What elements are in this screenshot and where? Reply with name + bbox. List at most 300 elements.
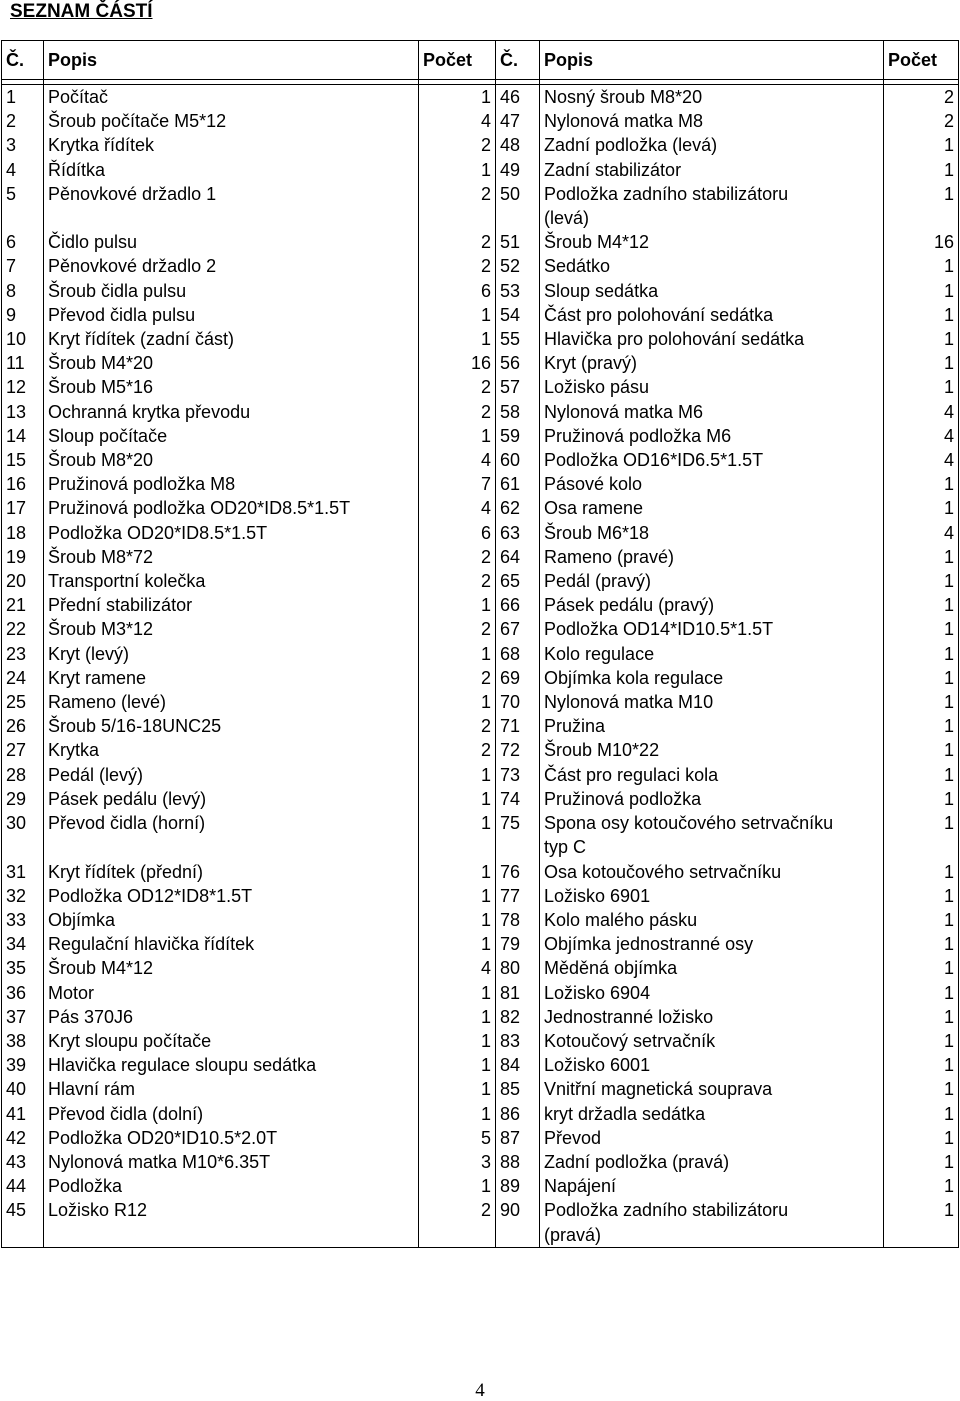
part-number: 74 — [496, 787, 540, 811]
part-description-text: Rameno (levé) — [48, 692, 167, 713]
part-description — [44, 763, 419, 787]
table-row — [2, 908, 959, 932]
part-description-text: Pedál (pravý) — [544, 571, 652, 592]
part-number: 51 — [496, 230, 540, 254]
part-number: 77 — [496, 884, 540, 908]
part-number: 16 — [2, 472, 44, 496]
part-count: 2 — [419, 1198, 496, 1247]
part-description-text: Šroub M5*16 — [48, 377, 154, 398]
table-row — [2, 1053, 959, 1077]
part-number: 37 — [2, 1005, 44, 1029]
part-number: 8 — [2, 279, 44, 303]
part-count: 1 — [419, 158, 496, 182]
part-count: 1 — [419, 1053, 496, 1077]
part-number: 67 — [496, 617, 540, 641]
table-row — [2, 448, 959, 472]
part-count: 4 — [884, 448, 959, 472]
part-count: 1 — [884, 1005, 959, 1029]
part-description — [540, 1150, 884, 1174]
part-description-text: Ložisko pásu — [544, 377, 650, 398]
part-count: 1 — [419, 690, 496, 714]
part-number: 57 — [496, 375, 540, 399]
table-row — [2, 496, 959, 520]
table-row — [2, 860, 959, 884]
part-description — [44, 1174, 419, 1198]
part-description-text: Šroub M4*12 — [544, 232, 650, 253]
part-description-text: Šroub M3*12 — [48, 619, 154, 640]
part-count: 1 — [884, 1198, 959, 1247]
part-number: 56 — [496, 351, 540, 375]
part-count: 1 — [419, 1005, 496, 1029]
part-description-text: Měděná objímka — [544, 958, 678, 979]
table-row — [2, 884, 959, 908]
part-count: 1 — [884, 617, 959, 641]
part-description — [540, 642, 884, 666]
part-number: 34 — [2, 932, 44, 956]
part-description-text: Pružinová podložka M6 — [544, 425, 732, 446]
part-count: 1 — [884, 763, 959, 787]
part-description — [540, 1174, 884, 1198]
part-description — [44, 617, 419, 641]
part-count: 7 — [419, 472, 496, 496]
part-count: 2 — [419, 133, 496, 157]
part-description-text: Objímka kola regulace — [544, 667, 724, 688]
part-number: 20 — [2, 569, 44, 593]
part-description-text: Krytka řídítek — [48, 135, 155, 156]
part-count: 1 — [884, 1126, 959, 1150]
part-number: 5 — [2, 182, 44, 230]
table-row — [2, 472, 959, 496]
part-count: 1 — [884, 981, 959, 1005]
part-description — [44, 448, 419, 472]
part-count: 1 — [884, 1029, 959, 1053]
part-number: 32 — [2, 884, 44, 908]
part-description — [540, 351, 884, 375]
table-row — [2, 593, 959, 617]
part-description-text: Kryt sloupu počítače — [48, 1030, 212, 1051]
table-row — [2, 85, 959, 110]
part-description-text: Ložisko R12 — [48, 1200, 148, 1221]
table-row — [2, 932, 959, 956]
part-count: 4 — [884, 521, 959, 545]
part-number: 63 — [496, 521, 540, 545]
part-description — [540, 375, 884, 399]
part-description-text: Pružinová podložka M8 — [48, 474, 236, 495]
part-description-text: Kryt řídítek (přední) — [48, 861, 204, 882]
part-description — [540, 303, 884, 327]
part-number: 7 — [2, 254, 44, 278]
part-description — [44, 521, 419, 545]
part-description-text: Rameno (pravé) — [544, 546, 675, 567]
table-row — [2, 400, 959, 424]
table-row — [2, 569, 959, 593]
part-description-text: Zadní podložka (levá) — [544, 135, 718, 156]
part-number: 65 — [496, 569, 540, 593]
part-description — [540, 690, 884, 714]
part-count: 1 — [884, 811, 959, 859]
part-description-text: Kolo regulace — [544, 643, 655, 664]
part-description-text: Šroub M10*22 — [544, 740, 660, 761]
table-row — [2, 617, 959, 641]
part-description — [540, 1005, 884, 1029]
part-count: 6 — [419, 521, 496, 545]
table-row — [2, 424, 959, 448]
part-number: 23 — [2, 642, 44, 666]
part-count: 1 — [884, 545, 959, 569]
part-number: 49 — [496, 158, 540, 182]
table-row — [2, 787, 959, 811]
part-number: 48 — [496, 133, 540, 157]
part-number: 1 — [2, 85, 44, 110]
part-number: 71 — [496, 714, 540, 738]
part-description — [44, 303, 419, 327]
part-description-text: Převod — [544, 1127, 602, 1148]
part-count: 1 — [419, 860, 496, 884]
part-description-text: Nosný šroub M8*20 — [544, 87, 703, 107]
table-row — [2, 1005, 959, 1029]
part-description-text: Nylonová matka M8 — [544, 111, 704, 132]
table-row — [2, 714, 959, 738]
table-row — [2, 182, 959, 230]
part-count: 1 — [419, 932, 496, 956]
part-description — [540, 496, 884, 520]
part-description-text: Vnitřní magnetická souprava — [544, 1079, 773, 1100]
part-number: 17 — [2, 496, 44, 520]
part-description — [44, 1029, 419, 1053]
part-count: 4 — [419, 956, 496, 980]
part-number: 43 — [2, 1150, 44, 1174]
table-row — [2, 254, 959, 278]
part-number: 88 — [496, 1150, 540, 1174]
part-number: 12 — [2, 375, 44, 399]
part-description-text: Šroub M6*18 — [544, 522, 650, 543]
part-description — [44, 642, 419, 666]
part-description — [44, 230, 419, 254]
part-count: 4 — [884, 424, 959, 448]
part-description-text: Ložisko 6901 — [544, 885, 651, 906]
part-description-text: Podložka OD20*ID8.5*1.5T — [48, 522, 268, 543]
part-description — [44, 932, 419, 956]
part-number: 90 — [496, 1198, 540, 1247]
part-count: 4 — [419, 109, 496, 133]
part-count: 1 — [884, 1174, 959, 1198]
part-number: 30 — [2, 811, 44, 859]
part-description — [44, 254, 419, 278]
part-number: 15 — [2, 448, 44, 472]
part-description-text: Ložisko 6904 — [544, 982, 651, 1003]
part-description-text: Šroub čidla pulsu — [48, 280, 187, 301]
part-description-text: kryt držadla sedátka — [544, 1103, 706, 1124]
part-description — [44, 569, 419, 593]
part-description — [44, 1077, 419, 1101]
table-row — [2, 133, 959, 157]
part-description — [44, 424, 419, 448]
part-description-text: Zadní podložka (pravá) — [544, 1151, 730, 1172]
part-description — [44, 375, 419, 399]
part-description-text: Podložka OD20*ID10.5*2.0T — [48, 1127, 278, 1148]
part-description-text: Čidlo pulsu — [48, 232, 138, 253]
part-count: 2 — [419, 545, 496, 569]
part-count: 1 — [884, 351, 959, 375]
part-description — [44, 85, 419, 110]
part-number: 39 — [2, 1053, 44, 1077]
part-number: 50 — [496, 182, 540, 230]
part-count: 2 — [419, 666, 496, 690]
part-number: 89 — [496, 1174, 540, 1198]
part-description-text: Osa kotoučového setrvačníku — [544, 861, 782, 882]
part-count: 1 — [419, 1029, 496, 1053]
part-count: 1 — [419, 763, 496, 787]
part-number: 61 — [496, 472, 540, 496]
part-description — [540, 860, 884, 884]
part-count: 2 — [884, 85, 959, 110]
part-count: 4 — [419, 448, 496, 472]
table-row — [2, 1077, 959, 1101]
part-description — [44, 109, 419, 133]
part-count: 1 — [884, 714, 959, 738]
part-number: 22 — [2, 617, 44, 641]
page-number: 4 — [475, 1380, 485, 1401]
part-description — [540, 279, 884, 303]
header-number-right: Č. — [496, 41, 540, 80]
part-description — [540, 254, 884, 278]
part-number: 14 — [2, 424, 44, 448]
part-count: 1 — [884, 472, 959, 496]
table-row — [2, 351, 959, 375]
part-description — [44, 279, 419, 303]
part-description-continuation: typ C — [544, 837, 587, 858]
part-description — [540, 327, 884, 351]
part-description — [540, 521, 884, 545]
part-number: 69 — [496, 666, 540, 690]
table-row — [2, 109, 959, 133]
part-description — [44, 1102, 419, 1126]
part-number: 40 — [2, 1077, 44, 1101]
part-description-text: Ochranná krytka převodu — [48, 401, 251, 422]
part-number: 2 — [2, 109, 44, 133]
part-count: 2 — [419, 182, 496, 230]
table-row — [2, 158, 959, 182]
part-description-text: Podložka — [48, 1176, 123, 1197]
part-count: 1 — [419, 327, 496, 351]
part-count: 1 — [884, 327, 959, 351]
part-number: 60 — [496, 448, 540, 472]
part-count: 1 — [419, 787, 496, 811]
part-description-text: Podložka OD16*ID6.5*1.5T — [544, 450, 764, 471]
table-row — [2, 1102, 959, 1126]
part-count: 1 — [419, 811, 496, 859]
part-description-text: Jednostranné ložisko — [544, 1006, 714, 1027]
part-count: 1 — [884, 1150, 959, 1174]
part-description-text: Šroub M4*12 — [48, 958, 154, 979]
part-count: 1 — [884, 908, 959, 932]
part-description — [44, 908, 419, 932]
part-number: 18 — [2, 521, 44, 545]
part-number: 80 — [496, 956, 540, 980]
part-description-text: Šroub M4*20 — [48, 353, 154, 374]
part-number: 83 — [496, 1029, 540, 1053]
part-count: 1 — [884, 303, 959, 327]
part-description — [540, 109, 884, 133]
part-count: 2 — [419, 714, 496, 738]
part-description-text: Motor — [48, 982, 95, 1003]
part-description-text: Napájení — [544, 1176, 617, 1197]
part-description-text: Hlavička pro polohování sedátka — [544, 329, 805, 350]
part-count: 1 — [884, 158, 959, 182]
part-number: 47 — [496, 109, 540, 133]
part-number: 21 — [2, 593, 44, 617]
part-description-text: Kotoučový setrvačník — [544, 1030, 716, 1051]
part-number: 87 — [496, 1126, 540, 1150]
part-description — [540, 1077, 884, 1101]
part-number: 70 — [496, 690, 540, 714]
part-count: 4 — [884, 400, 959, 424]
part-description — [540, 1029, 884, 1053]
part-number: 10 — [2, 327, 44, 351]
header-number-left: Č. — [2, 41, 44, 80]
part-description — [44, 400, 419, 424]
part-description — [44, 714, 419, 738]
part-description-text: Nylonová matka M10 — [544, 692, 714, 713]
part-count: 4 — [419, 496, 496, 520]
part-description-text: Převod čidla pulsu — [48, 304, 196, 325]
part-count: 1 — [884, 375, 959, 399]
part-count: 1 — [419, 1102, 496, 1126]
part-number: 53 — [496, 279, 540, 303]
part-description — [540, 956, 884, 980]
part-number: 31 — [2, 860, 44, 884]
part-number: 6 — [2, 230, 44, 254]
part-number: 26 — [2, 714, 44, 738]
part-count: 1 — [884, 1102, 959, 1126]
part-description — [540, 884, 884, 908]
part-description — [540, 1198, 884, 1247]
part-description-text: Šroub počítače M5*12 — [48, 111, 227, 132]
part-number: 24 — [2, 666, 44, 690]
part-description — [540, 133, 884, 157]
part-number: 33 — [2, 908, 44, 932]
part-description-text: Kolo malého pásku — [544, 909, 698, 930]
table-row — [2, 956, 959, 980]
part-description-continuation: (levá) — [544, 208, 590, 229]
table-row — [2, 1150, 959, 1174]
part-description — [540, 424, 884, 448]
part-description — [44, 884, 419, 908]
part-number: 42 — [2, 1126, 44, 1150]
part-description-text: Sloup sedátka — [544, 280, 659, 301]
table-row — [2, 1174, 959, 1198]
part-description-text: Osa ramene — [544, 498, 644, 519]
part-description-text: Spona osy kotoučového setrvačníku — [544, 813, 834, 834]
part-description-text: Přední stabilizátor — [48, 595, 193, 616]
part-description-text: Část pro polohování sedátka — [544, 304, 774, 325]
part-count: 1 — [419, 642, 496, 666]
part-number: 3 — [2, 133, 44, 157]
part-description — [540, 763, 884, 787]
part-description — [44, 182, 419, 230]
header-description-right: Popis — [540, 41, 884, 80]
part-description — [540, 1102, 884, 1126]
part-count: 2 — [419, 400, 496, 424]
part-description-text: Počítač — [48, 87, 109, 107]
part-number: 84 — [496, 1053, 540, 1077]
part-description-text: Kryt (pravý) — [544, 353, 638, 374]
part-description-text: Šroub 5/16-18UNC25 — [48, 716, 222, 737]
part-description — [44, 738, 419, 762]
part-description-text: Kryt ramene — [48, 667, 147, 688]
part-description-text: Transportní kolečka — [48, 571, 206, 592]
part-count: 5 — [419, 1126, 496, 1150]
part-count: 1 — [884, 666, 959, 690]
header-row — [2, 41, 959, 80]
part-description — [540, 811, 884, 859]
part-number: 59 — [496, 424, 540, 448]
part-description-continuation: (pravá) — [544, 1224, 602, 1245]
table-row — [2, 738, 959, 762]
table-row — [2, 1126, 959, 1150]
part-description — [540, 787, 884, 811]
part-description — [540, 158, 884, 182]
part-count: 2 — [419, 617, 496, 641]
part-number: 41 — [2, 1102, 44, 1126]
part-description-text: Zadní stabilizátor — [544, 159, 682, 180]
part-number: 25 — [2, 690, 44, 714]
part-description — [44, 787, 419, 811]
part-description — [540, 545, 884, 569]
part-description-text: Sloup počítače — [48, 425, 168, 446]
part-description-text: Krytka — [48, 740, 100, 761]
part-count: 1 — [884, 254, 959, 278]
part-count: 1 — [884, 860, 959, 884]
part-count: 1 — [419, 908, 496, 932]
part-number: 28 — [2, 763, 44, 787]
part-description — [44, 1126, 419, 1150]
part-number: 19 — [2, 545, 44, 569]
part-description-text: Objímka — [48, 909, 116, 930]
table-row — [2, 1029, 959, 1053]
part-description-text: Pásek pedálu (levý) — [48, 788, 207, 809]
header-description-left: Popis — [44, 41, 419, 80]
part-description — [44, 472, 419, 496]
part-description-text: Podložka OD14*ID10.5*1.5T — [544, 619, 774, 640]
part-description-text: Kryt řídítek (zadní část) — [48, 329, 235, 350]
part-count: 1 — [884, 569, 959, 593]
part-description-text: Pružinová podložka — [544, 788, 702, 809]
part-description-text: Sedátko — [544, 256, 611, 277]
part-description — [540, 932, 884, 956]
part-number: 85 — [496, 1077, 540, 1101]
part-description-text: Pásek pedálu (pravý) — [544, 595, 715, 616]
part-count: 2 — [419, 230, 496, 254]
part-description-text: Pěnovkové držadlo 2 — [48, 256, 217, 277]
part-count: 2 — [419, 738, 496, 762]
part-number: 44 — [2, 1174, 44, 1198]
part-count: 1 — [419, 1174, 496, 1198]
part-description-text: Pružinová podložka OD20*ID8.5*1.5T — [48, 498, 351, 519]
part-description-text: Ložisko 6001 — [544, 1055, 651, 1076]
part-description — [540, 230, 884, 254]
part-description — [540, 448, 884, 472]
part-description — [44, 981, 419, 1005]
table-row — [2, 763, 959, 787]
part-description — [44, 351, 419, 375]
part-description-text: Podložka zadního stabilizátoru — [544, 1200, 789, 1221]
part-count: 1 — [419, 981, 496, 1005]
part-description-text: Hlavní rám — [48, 1079, 136, 1100]
part-number: 38 — [2, 1029, 44, 1053]
part-description — [540, 569, 884, 593]
part-description — [44, 811, 419, 859]
